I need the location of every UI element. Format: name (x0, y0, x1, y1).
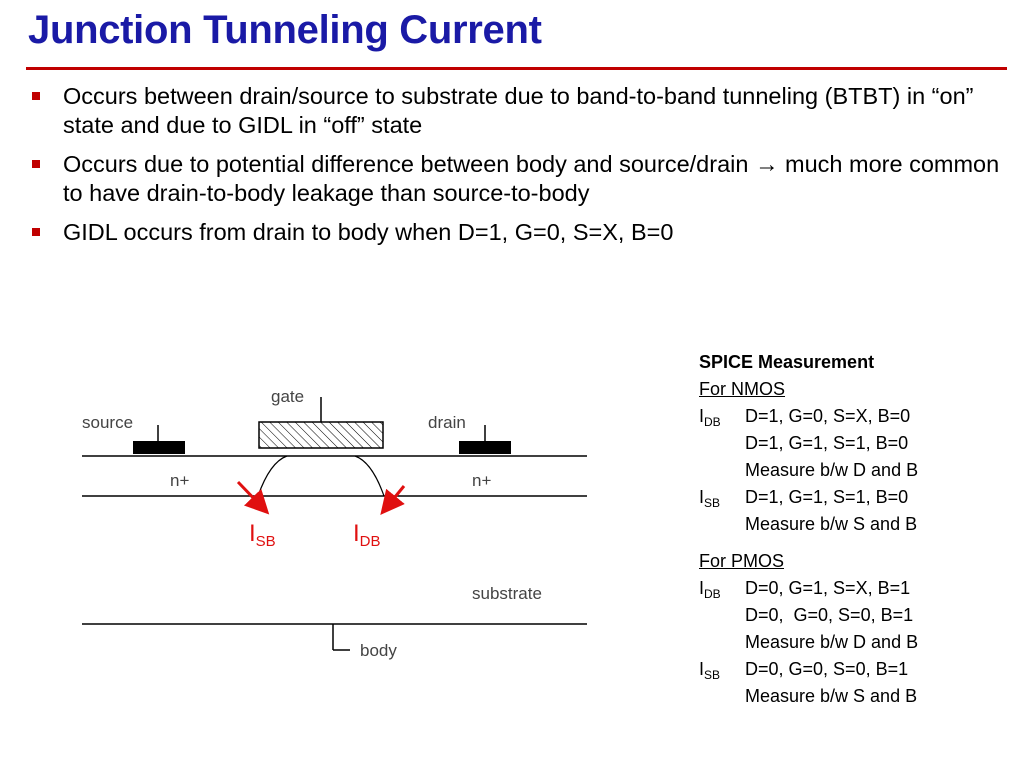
pmos-idb-line: $I_{DB}$ D=0, G=1, S=X, B=1 (699, 575, 918, 602)
pmos-label: For PMOS (699, 551, 785, 571)
idb-arrow (386, 486, 404, 508)
spice-heading: SPICE Measurement (699, 352, 875, 372)
right-arrow-icon: → (754, 151, 779, 177)
idb-label: $I_{DB}$ (353, 520, 381, 550)
body-label: body (360, 641, 397, 660)
nmos-idb-line: $I_{DB}$ D=1, G=0, S=X, B=0 (699, 403, 918, 430)
pmos-idb-line: D=0, G=0, S=0, B=1 (745, 605, 914, 625)
spice-measurement-panel (699, 349, 918, 710)
isb-symbol: $I_{SB}$ (699, 487, 721, 510)
isb-arrow (238, 482, 263, 508)
isb-label: $I_{SB}$ (249, 520, 276, 550)
bullet-item (30, 82, 1010, 140)
slide-title: Junction Tunneling Current (28, 8, 542, 52)
title-underline (26, 67, 1007, 70)
idb-symbol: $I_{DB}$ (699, 578, 721, 601)
bullet-text: much more common to have drain-to-body leakage than source-to-body (63, 151, 1000, 206)
gate-electrode (259, 422, 383, 448)
n-plus-right-label: n+ (472, 471, 492, 490)
nmos-idb-line: D=1, G=1, S=1, B=0 (745, 433, 909, 453)
source-label: source (82, 413, 134, 432)
nmos-isb-line: $I_{SB}$ D=1, G=1, S=1, B=0 (699, 484, 918, 511)
bullet-item (30, 150, 1010, 208)
nmos-label: For NMOS (699, 379, 786, 399)
bullet-square-icon (32, 92, 40, 100)
pmos-isb-line: Measure b/w S and B (745, 686, 918, 706)
drain-label: drain (428, 413, 466, 432)
n-plus-left-label: n+ (170, 471, 190, 490)
source-junction-curve (258, 456, 287, 496)
spacer (699, 538, 918, 548)
bullet-text: GIDL occurs from drain to body when D=1, G=0, S=X, B=0 (63, 219, 674, 245)
source-contact (133, 441, 185, 454)
bullet-text: Occurs between drain/source to substrate due to band-to-band tunneling (BTBT) in “on” state and due to GIDL in “off” state (63, 83, 974, 138)
nmos-isb-line: Measure b/w S and B (745, 514, 918, 534)
bullet-square-icon (32, 228, 40, 236)
isb-symbol: $I_{SB}$ (699, 659, 721, 682)
idb-symbol: $I_{DB}$ (699, 406, 721, 429)
drain-junction-curve (355, 456, 384, 496)
transistor-diagram (0, 330, 640, 670)
bullet-square-icon (32, 160, 40, 168)
pmos-idb-line: Measure b/w D and B (745, 632, 919, 652)
drain-contact (459, 441, 511, 454)
bullet-item (30, 218, 1010, 247)
pmos-isb-line: $I_{SB}$ D=0, G=0, S=0, B=1 (699, 656, 918, 683)
substrate-label: substrate (472, 584, 542, 603)
gate-label: gate (271, 387, 305, 406)
bullet-list (30, 82, 1010, 257)
bullet-text: Occurs due to potential difference between body and source/drain (63, 151, 749, 177)
nmos-idb-line: Measure b/w D and B (745, 460, 919, 480)
